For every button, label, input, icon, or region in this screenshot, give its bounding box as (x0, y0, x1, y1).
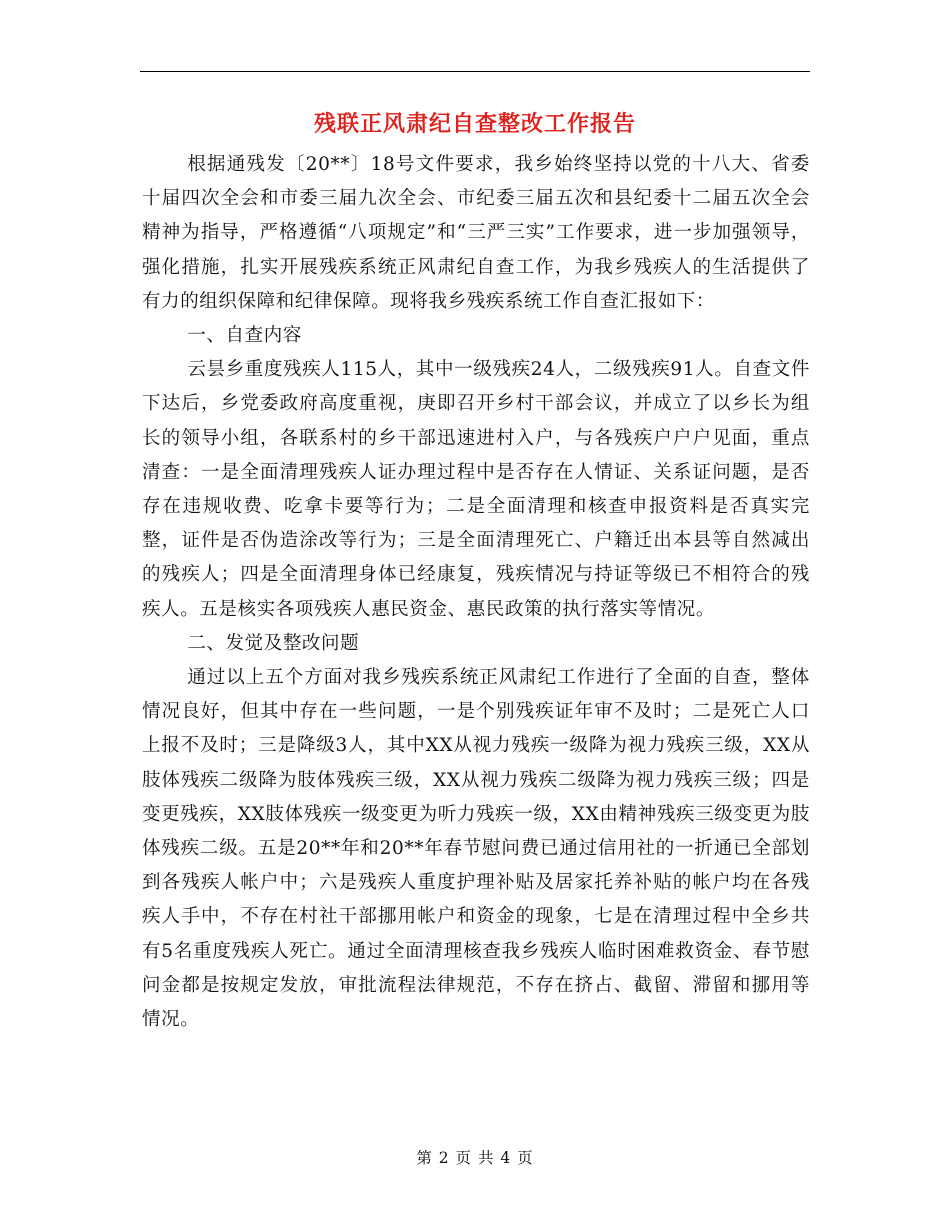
page-number: 第 2 页 共 4 页 (416, 1149, 534, 1167)
section-heading-self-check: 一、自查内容 (187, 325, 302, 347)
self-check-paragraph: 云昙乡重度残疾人115人，其中一级残疾24人，二级残疾91人。自查文件下达后，乡党委政府高度重视，庚即召开乡村干部会议，并成立了以乡长为组长的领导小组，各联系村的乡干部迅速进村入户，与各残疾户户户见面，重点清查：一是全面清理残疾人证办理过程中是否存在人情证、关系证问题，是否存在违规收费、吃拿卡要等行为；二是全面清理和核查申报资料是否真实完整，证件是否伪造涂改等行为；三是全面清理死亡、户籍迁出本县等自然减出的残疾人；四是全面清理身体已经康复，残疾情况与持证等级已不相符合的残疾人。五是核实各项残疾人惠民资金、惠民政策的执行落实等情况。 (142, 359, 810, 620)
intro-paragraph: 根据通残发〔20**〕18号文件要求，我乡始终坚持以党的十八大、省委十届四次全会和市委三届九次全会、市纪委三届五次和县纪委十二届五次全会精神为指导，严格遵循“八项规定”和“三严三实”工作要求，进一步加强领导，强化措施，扎实开展残疾系统正风肃纪自查工作，为我乡残疾人的生活提供了有力的组织保障和纪律保障。现将我乡残疾系统工作自查汇报如下： (142, 154, 810, 312)
document-title: 残联正风肃纪自查整改工作报告 (313, 111, 636, 137)
document-body (142, 148, 810, 1037)
section-heading-issues: 二、发觉及整改问题 (187, 632, 360, 654)
header-rule (140, 71, 810, 72)
issues-paragraph: 通过以上五个方面对我乡残疾系统正风肃纪工作进行了全面的自查，整体情况良好，但其中存在一些问题，一是个别残疾证年审不及时；二是死亡人口上报不及时；三是降级3人，其中XX从视力残疾一级降为视力残疾三级，XX从肢体残疾二级降为肢体残疾三级，XX从视力残疾二级降为视力残疾三级；四是变更残疾，XX肢体残疾一级变更为听力残疾一级，XX由精神残疾三级变更为肢体残疾二级。五是20**年和20**年春节慰问费已通过信用社的一折通已全部划到各残疾人帐户中；六是残疾人重度护理补贴及居家托养补贴的帐户均在各残疾人手中，不存在村社干部挪用帐户和资金的现象，七是在清理过程中全乡共有5名重度残疾人死亡。通过全面清理核查我乡残疾人临时困难救资金、春节慰问金都是按规定发放，审批流程法律规范，不存在挤占、截留、滞留和挪用等情况。 (142, 667, 810, 1031)
